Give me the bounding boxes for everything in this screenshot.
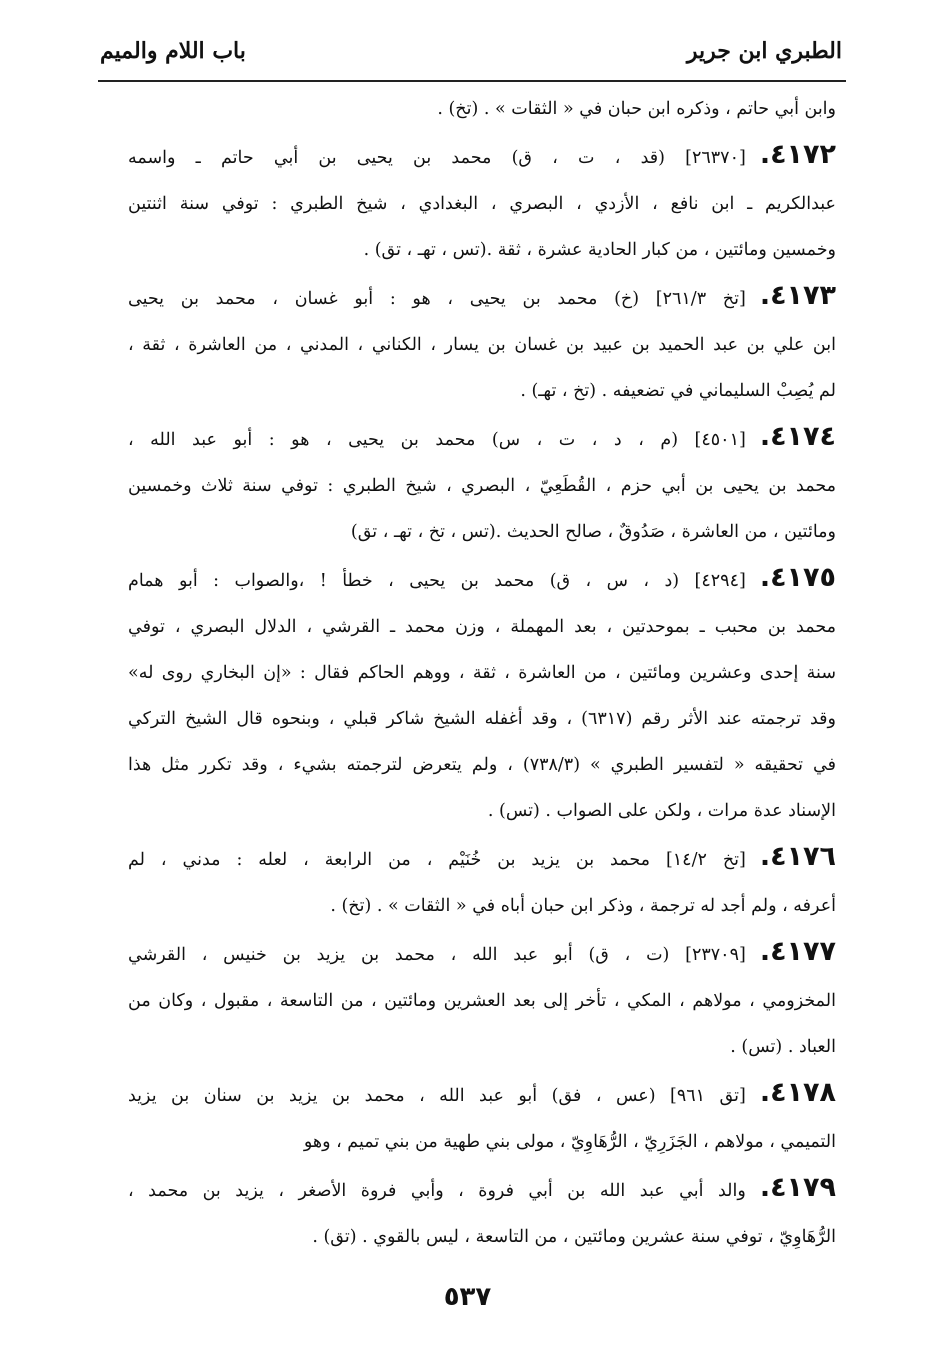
entry-text: لم يُصِبْ السليماني في تضعيفه . (تخ ، تهـ) . [520,381,836,401]
entry-line [128,322,836,368]
entry-text: [تخ ٢٦١/٣] (خ) محمد بن يحيى ، هو : أبو غسان ، محمد بن يحيى [128,289,746,309]
entry-text: العباد . (تس) . [730,1037,836,1057]
entry-line [128,929,836,978]
chapter-title: باب اللام والميم [100,38,246,64]
header-rule [98,80,846,82]
entry-line [128,463,836,509]
entry-line [128,883,836,929]
entry-line [128,650,836,696]
entry-text: والد أبي عبد الله بن أبي فروة ، وأبي فروة الأصغر ، يزيد بن محمد ، [128,1181,746,1201]
entry-line [128,696,836,742]
entry-number: ٤١٧٧. [759,936,836,967]
entry-text: أعرفه ، ولم أجد له ترجمة ، وذكر ابن حبان أباه في « الثقات » . (تخ) . [330,896,836,916]
biography-entry [128,1165,836,1260]
entry-text: التميمي ، مولاهم ، الجَزَرِيّ ، الرُّهَاوِيّ ، مولى بني طهية من بني تميم ، وهو [303,1132,836,1152]
entry-line [128,86,836,132]
entry-number: ٤١٧٦. [759,841,836,872]
biography-entry [128,929,836,1070]
entry-line [128,1070,836,1119]
entry-text: وابن أبي حاتم ، وذكره ابن حبان في « الثقات » . (تخ) . [437,99,836,119]
entry-line [128,834,836,883]
biography-entry [128,273,836,414]
entry-line [128,414,836,463]
book-title: الطبري ابن جرير [686,38,842,64]
biography-entry [128,132,836,273]
entry-text: محمد بن محبب ـ بموحدتين ، بعد المهملة ، وزن محمد ـ القرشي ، الدلال البصري ، توفي [128,617,836,637]
entry-text: محمد بن يحيى بن أبي حزم ، القُطَعِيّ ، البصري ، شيخ الطبري : توفي سنة ثلاث وخمسين [128,476,836,496]
entry-text: الرُّهَاوِيّ ، توفي سنة عشرين ومائتين ، من التاسعة ، ليس بالقوي . (تق) . [312,1227,836,1247]
entry-line [128,1024,836,1070]
entry-text: سنة إحدى وعشرين ومائتين ، من العاشرة ، ثقة ، ووهم الحاكم فقال : «إن البخاري روى له» [128,663,836,683]
running-header [100,28,842,78]
entry-text: [٢٣٧٠٩] (ت ، ق) أبو عبد الله ، محمد بن يزيد بن خنيس ، القرشي [128,945,746,965]
entry-line [128,1119,836,1165]
entry-text: عبدالكريم ـ ابن نافع ، الأزدي ، البصري ، البغدادي ، شيخ الطبري : توفي سنة اثنتين [128,194,836,214]
entry-line [128,227,836,273]
entry-line [128,978,836,1024]
entries-body [128,86,836,1260]
entry-text: [تق ٩٦١] (عس ، فق) أبو عبد الله ، محمد بن يزيد بن سنان بن يزيد [128,1086,746,1106]
entry-text: [٢٦٣٧٠] (قد ، ت ، ق) محمد بن يحيى بن أبي حاتم ـ واسمه [128,148,746,168]
entry-text: ومائتين ، من العاشرة ، صَدُوقٌ ، صالح الحديث .(تس ، تخ ، تهـ ، تق) [350,522,836,542]
biography-entry [128,86,836,132]
entry-line [128,1165,836,1214]
entry-text: في تحقيقه « لتفسير الطبري » (٧٣٨/٣) ، ولم يتعرض لترجمته بشيء ، وقد تكرر مثل هذا [128,755,836,775]
entry-text: ابن علي بن عبد الحميد بن عبيد بن غسان بن يسار ، الكناني ، المدني ، من العاشرة ، ثقة ، [128,335,836,355]
entry-line [128,509,836,555]
entry-number: ٤١٧٩. [759,1172,836,1203]
entry-line [128,604,836,650]
entry-number: ٤١٧٣. [759,280,836,311]
page-number: ٥٣٧ [443,1282,492,1312]
biography-entry [128,414,836,555]
entry-line [128,132,836,181]
entry-text: الإسناد عدة مرات ، ولكن على الصواب . (تس) . [487,801,836,821]
entry-number: ٤١٧٤. [759,421,836,452]
entry-line [128,1214,836,1260]
entry-line [128,742,836,788]
entry-number: ٤١٧٨. [759,1077,836,1108]
entry-number: ٤١٧٢. [759,139,836,170]
entry-text: المخزومي ، مولاهم ، المكي ، تأخر إلى بعد العشرين ومائتين ، من التاسعة ، مقبول ، وكان من [128,991,836,1011]
entry-line [128,181,836,227]
entry-line [128,368,836,414]
entry-line [128,788,836,834]
entry-number: ٤١٧٥. [759,562,836,593]
entry-line [128,555,836,604]
entry-text: [تخ ١٤/٢] محمد بن يزيد بن خُنَيْم ، من الرابعة ، لعله : مدني ، لم [128,850,746,870]
biography-entry [128,834,836,929]
biography-entry [128,555,836,834]
entry-text: [٤٥٠١] (م ، د ، ت ، س) محمد بن يحيى ، هو : أبو عبد الله ، [128,430,746,450]
biography-entry [128,1070,836,1165]
entry-text: وخمسين ومائتين ، من كبار الحادية عشرة ، ثقة .(تس ، تهـ ، تق) . [363,240,836,260]
entry-text: [٤٢٩٤] (د ، س ، ق) محمد بن يحيى ، خطأ ! ،والصواب : أبو همام [128,571,746,591]
entry-line [128,273,836,322]
entry-text: وقد ترجمته عند الأثر رقم (٦٣١٧) ، وقد أغفله الشيخ شاكر قبلي ، وبنحوه قال الشيخ التركي [128,709,836,729]
